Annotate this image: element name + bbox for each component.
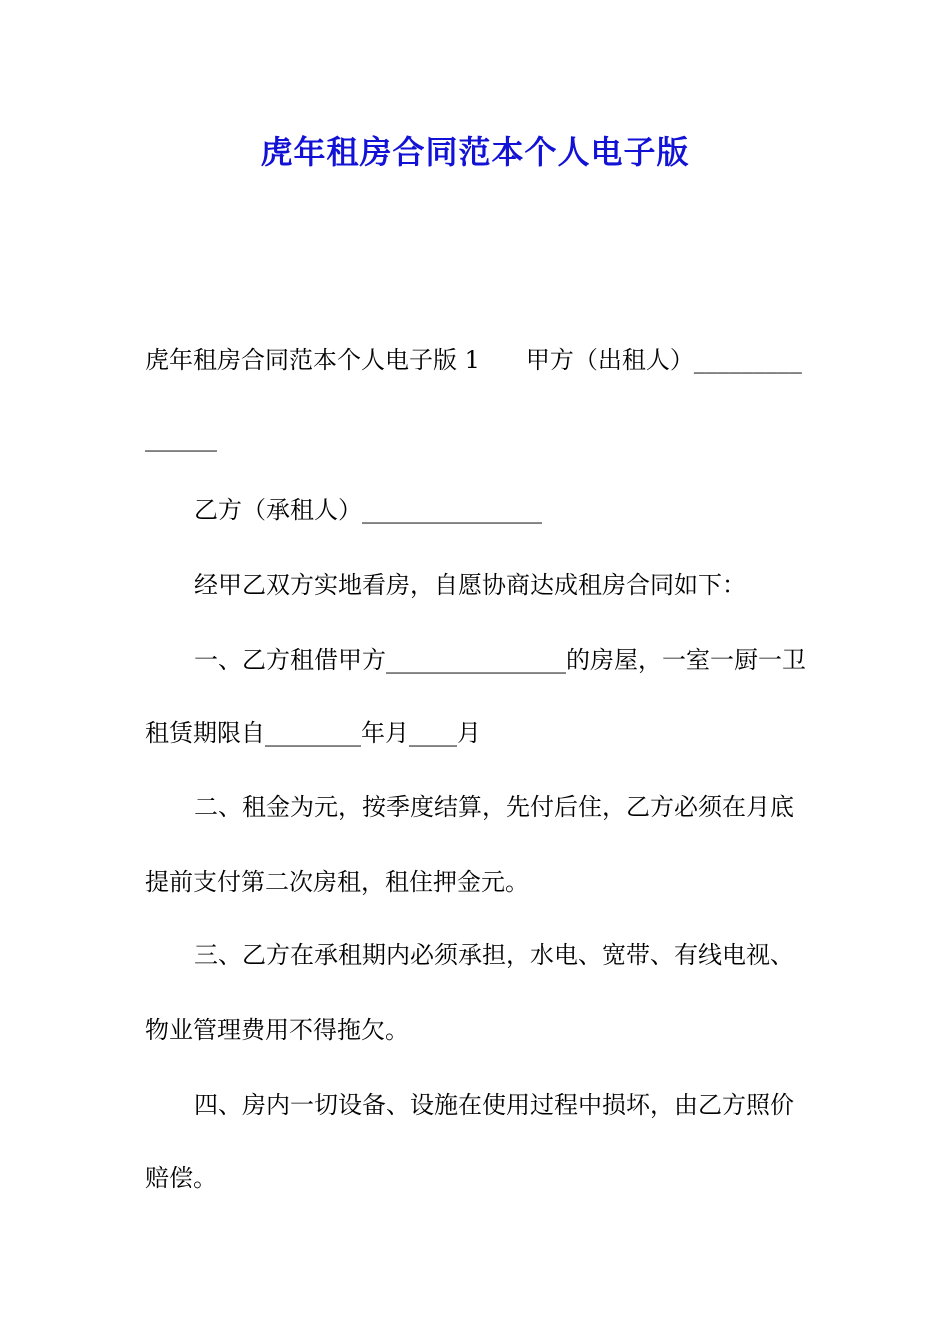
clause-4-line-2: 赔偿。 bbox=[145, 1164, 217, 1192]
clause-1-line-2: 租赁期限自________年月____月 bbox=[145, 719, 481, 747]
party-a-blank-continuation: ______ bbox=[145, 424, 217, 452]
contract-subtitle: 虎年租房合同范本个人电子版 1 bbox=[145, 346, 480, 374]
agreement-intro-paragraph: 经甲乙双方实地看房，自愿协商达成租房合同如下： bbox=[194, 571, 746, 599]
clause-4-line-1: 四、房内一切设备、设施在使用过程中损坏，由乙方照价 bbox=[194, 1091, 794, 1119]
party-a-label: 甲方（出租人）_________ bbox=[525, 346, 802, 374]
clause-1-line-1: 一、乙方租借甲方_______________的房屋，一室一厨一卫 bbox=[194, 646, 806, 674]
clause-3-line-2: 物业管理费用不得拖欠。 bbox=[145, 1016, 409, 1044]
clause-3-line-1: 三、乙方在承租期内必须承担，水电、宽带、有线电视、 bbox=[194, 941, 794, 969]
party-b-line: 乙方（承租人）_______________ bbox=[194, 496, 542, 524]
clause-2-line-1: 二、租金为元，按季度结算，先付后住，乙方必须在月底 bbox=[194, 793, 794, 821]
clause-2-line-2: 提前支付第二次房租，租住押金元。 bbox=[145, 868, 529, 896]
contract-heading-line bbox=[145, 342, 810, 378]
document-title: 虎年租房合同范本个人电子版 bbox=[260, 133, 690, 171]
